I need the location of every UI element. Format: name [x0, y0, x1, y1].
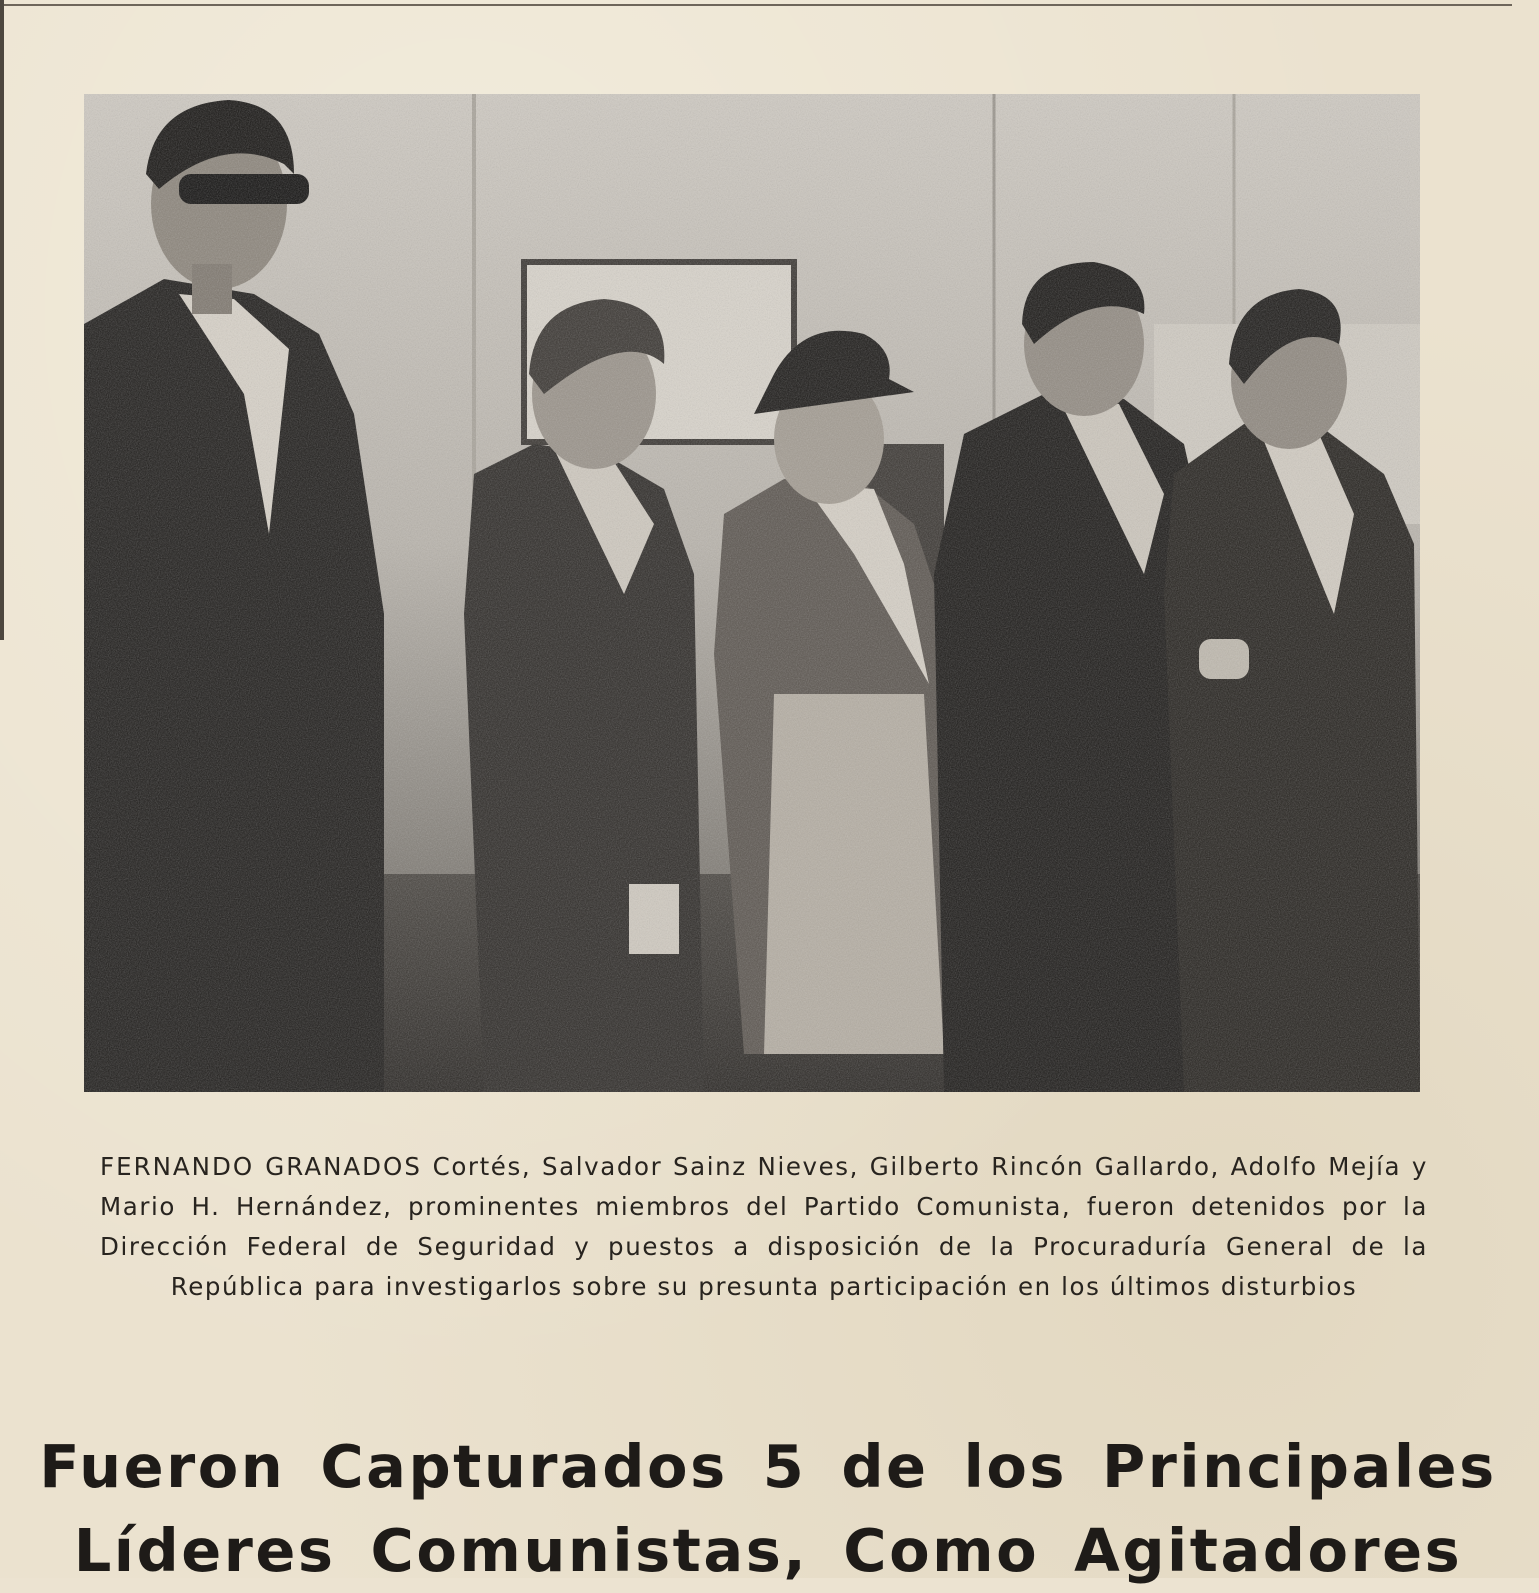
headline-line-2: Líderes Comunistas, Como Agitadores	[73, 1515, 1463, 1585]
caption-lead: FERNANDO GRANADOS	[100, 1151, 422, 1181]
photo-caption	[100, 1147, 1428, 1307]
left-border-rule	[0, 0, 4, 640]
caption-body: Cortés, Salvador Sainz Nieves, Gilberto Rincón Gallardo, Adolfo Mejía y Mario H. Hernández, prominentes miembros del Partido Comunista, fueron detenidos por la Dirección Federal de Seguridad y puestos a disposición de la Procuraduría General de la República para investigarlos sobre su presunta participación en los últimos disturbios	[100, 1151, 1428, 1301]
top-border-rule	[0, 4, 1512, 6]
headline	[28, 1425, 1508, 1593]
news-photo	[84, 94, 1420, 1092]
headline-line-1: Fueron Capturados 5 de los Principales	[39, 1431, 1497, 1501]
photo-illustration	[84, 94, 1420, 1092]
